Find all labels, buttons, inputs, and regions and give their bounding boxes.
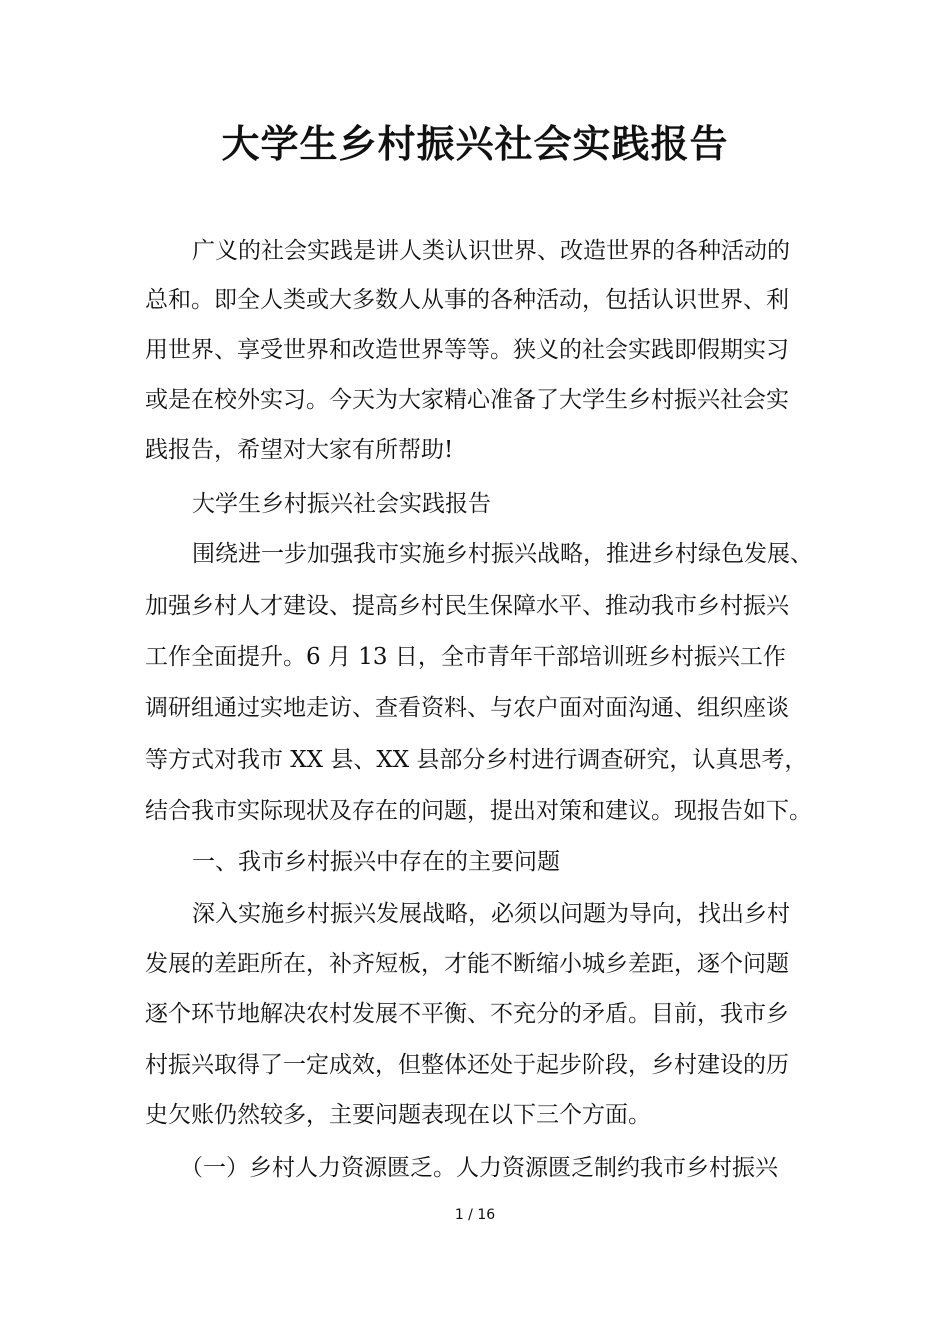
paragraph-line: 调研组通过实地走访、查看资料、与农户面对面沟通、组织座谈 xyxy=(145,695,789,721)
paragraph-line: 结合我市实际现状及存在的问题，提出对策和建议。现报告如下。 xyxy=(145,798,812,824)
paragraph-line: 逐个环节地解决农村发展不平衡、不充分的矛盾。目前，我市乡 xyxy=(145,1001,789,1027)
paragraph-line: 深入实施乡村振兴发展战略，必须以问题为导向，找出乡村 xyxy=(192,901,790,927)
section-heading: 一、我市乡村振兴中存在的主要问题 xyxy=(192,849,560,875)
paragraph-line: 工作全面提升。6 月 13 日，全市青年干部培训班乡村振兴工作 xyxy=(145,644,786,670)
paragraph-line: 践报告，希望对大家有所帮助! xyxy=(145,437,454,463)
paragraph-line: 村振兴取得了一定成效，但整体还处于起步阶段，乡村建设的历 xyxy=(145,1052,789,1078)
document-title: 大学生乡村振兴社会实践报告 xyxy=(221,122,729,166)
paragraph-line: 加强乡村人才建设、提高乡村民生保障水平、推动我市乡村振兴 xyxy=(145,593,789,619)
paragraph-line: 或是在校外实习。今天为大家精心准备了大学生乡村振兴社会实 xyxy=(145,387,789,413)
paragraph-line: 围绕进一步加强我市实施乡村振兴战略，推进乡村绿色发展、 xyxy=(192,541,813,567)
paragraph-line: 史欠账仍然较多，主要问题表现在以下三个方面。 xyxy=(145,1102,651,1128)
paragraph-line: 发展的差距所在，补齐短板，才能不断缩小城乡差距，逐个问题 xyxy=(145,951,789,977)
page-number: 1 / 16 xyxy=(454,1207,496,1223)
paragraph-line: 广义的社会实践是讲人类认识世界、改造世界的各种活动的 xyxy=(192,238,790,264)
paragraph-line: 等方式对我市 XX 县、XX 县部分乡村进行调查研究，认真思考， xyxy=(145,747,808,773)
paragraph-line: 总和。即全人类或大多数人从事的各种活动，包括认识世界、利 xyxy=(145,287,789,313)
paragraph-line: （一）乡村人力资源匮乏。人力资源匮乏制约我市乡村振兴 xyxy=(180,1155,778,1181)
section-heading: 大学生乡村振兴社会实践报告 xyxy=(192,491,491,517)
paragraph-line: 用世界、享受世界和改造世界等等。狭义的社会实践即假期实习 xyxy=(145,337,789,363)
